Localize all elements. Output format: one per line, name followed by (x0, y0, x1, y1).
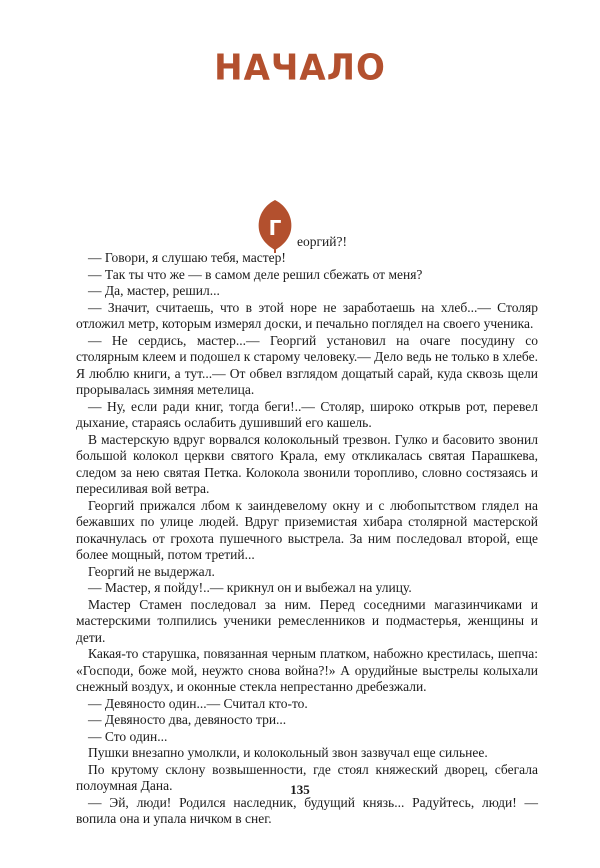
paragraph: Георгий прижался лбом к заиндевелому окну и с любопытством глядел на бежавших по улице людей. Вдруг приземистая хибара столярной мастерской покачнулась от грохота пушечного выстрела. За ним последовал второй, еще более мощный, потом третий... (76, 497, 538, 562)
leaf-icon (255, 198, 295, 254)
paragraph: — Ну, если ради книг, тогда беги!..— Столяр, широко открыв рот, перевел дыхание, стараясь ослабить душивший его кашель. (76, 398, 538, 430)
paragraph: Мастер Стамен последовал за ним. Перед соседними магазинчиками и мастерскими толпились ученики ремесленников и подмастерья, женщины и дети. (76, 596, 538, 645)
paragraph: В мастерскую вдруг ворвался колокольный трезвон. Гулко и басовито звонил большой колокол церкви святого Крала, ему откликалась святая Парашкева, следом за нею святая Петка. Колокола звонили торопливо, словно состязаясь и пересиливая вой ветра. (76, 431, 538, 496)
first-line-text: еоргий?! (297, 234, 347, 249)
paragraph: — Сто один... (88, 728, 168, 744)
paragraph: По крутому склону возвышенности, где стоял княжеский дворец, сбегала полоумная Дана. (76, 761, 538, 793)
paragraph: — Так ты что же — в самом деле решил сбежать от меня? (88, 266, 423, 282)
page-number: 135 (290, 782, 310, 797)
paragraph: Георгий не выдержал. (88, 563, 215, 579)
paragraph: — Эй, люди! Родился наследник, будущий князь... Радуйтесь, люди! — вопила она и упала ничком в снег. (76, 794, 538, 826)
paragraph: — Мастер, я пойду!..— крикнул он и выбежал на улицу. (88, 580, 412, 595)
dropcap-ornament (255, 198, 295, 254)
paragraph: Пушки внезапно умолкли, и колокольный звон зазвучал еще сильнее. (88, 745, 488, 760)
paragraph: — Не сердись, мастер...— Георгий установил на очаге посудину со столярным клеем и подошел к старому человеку.— Дело ведь не только в хлебе. Я люблю книги, а тут...— От обвел взглядом дощатый сарай, куда сквозь щели прорывалась зимняя метелица. (76, 332, 538, 397)
paragraph: — Говори, я слушаю тебя, мастер! (88, 250, 286, 265)
body-text (76, 250, 538, 828)
paragraph: — Значит, считаешь, что в этой норе не заработаешь на хлеб...— Столяр отложил метр, которым измерял доски, и печально поглядел на своего ученика. (76, 299, 538, 331)
paragraph: — Девяносто один...— Считал кто-то. (88, 695, 308, 711)
paragraph: — Девяносто два, девяносто три... (88, 712, 287, 727)
paragraph: — Да, мастер, решил... (88, 283, 220, 298)
paragraph: Какая-то старушка, повязанная черным платком, набожно крестилась, шепча: «Господи, боже мой, неужто снова война?!» А орудийные выстрелы колыхали снежный воздух, и оконные стекла непрестанно дребезжали. (76, 646, 538, 694)
dropcap-letter: Г (268, 216, 282, 240)
chapter-title: НАЧАЛО (214, 47, 386, 89)
